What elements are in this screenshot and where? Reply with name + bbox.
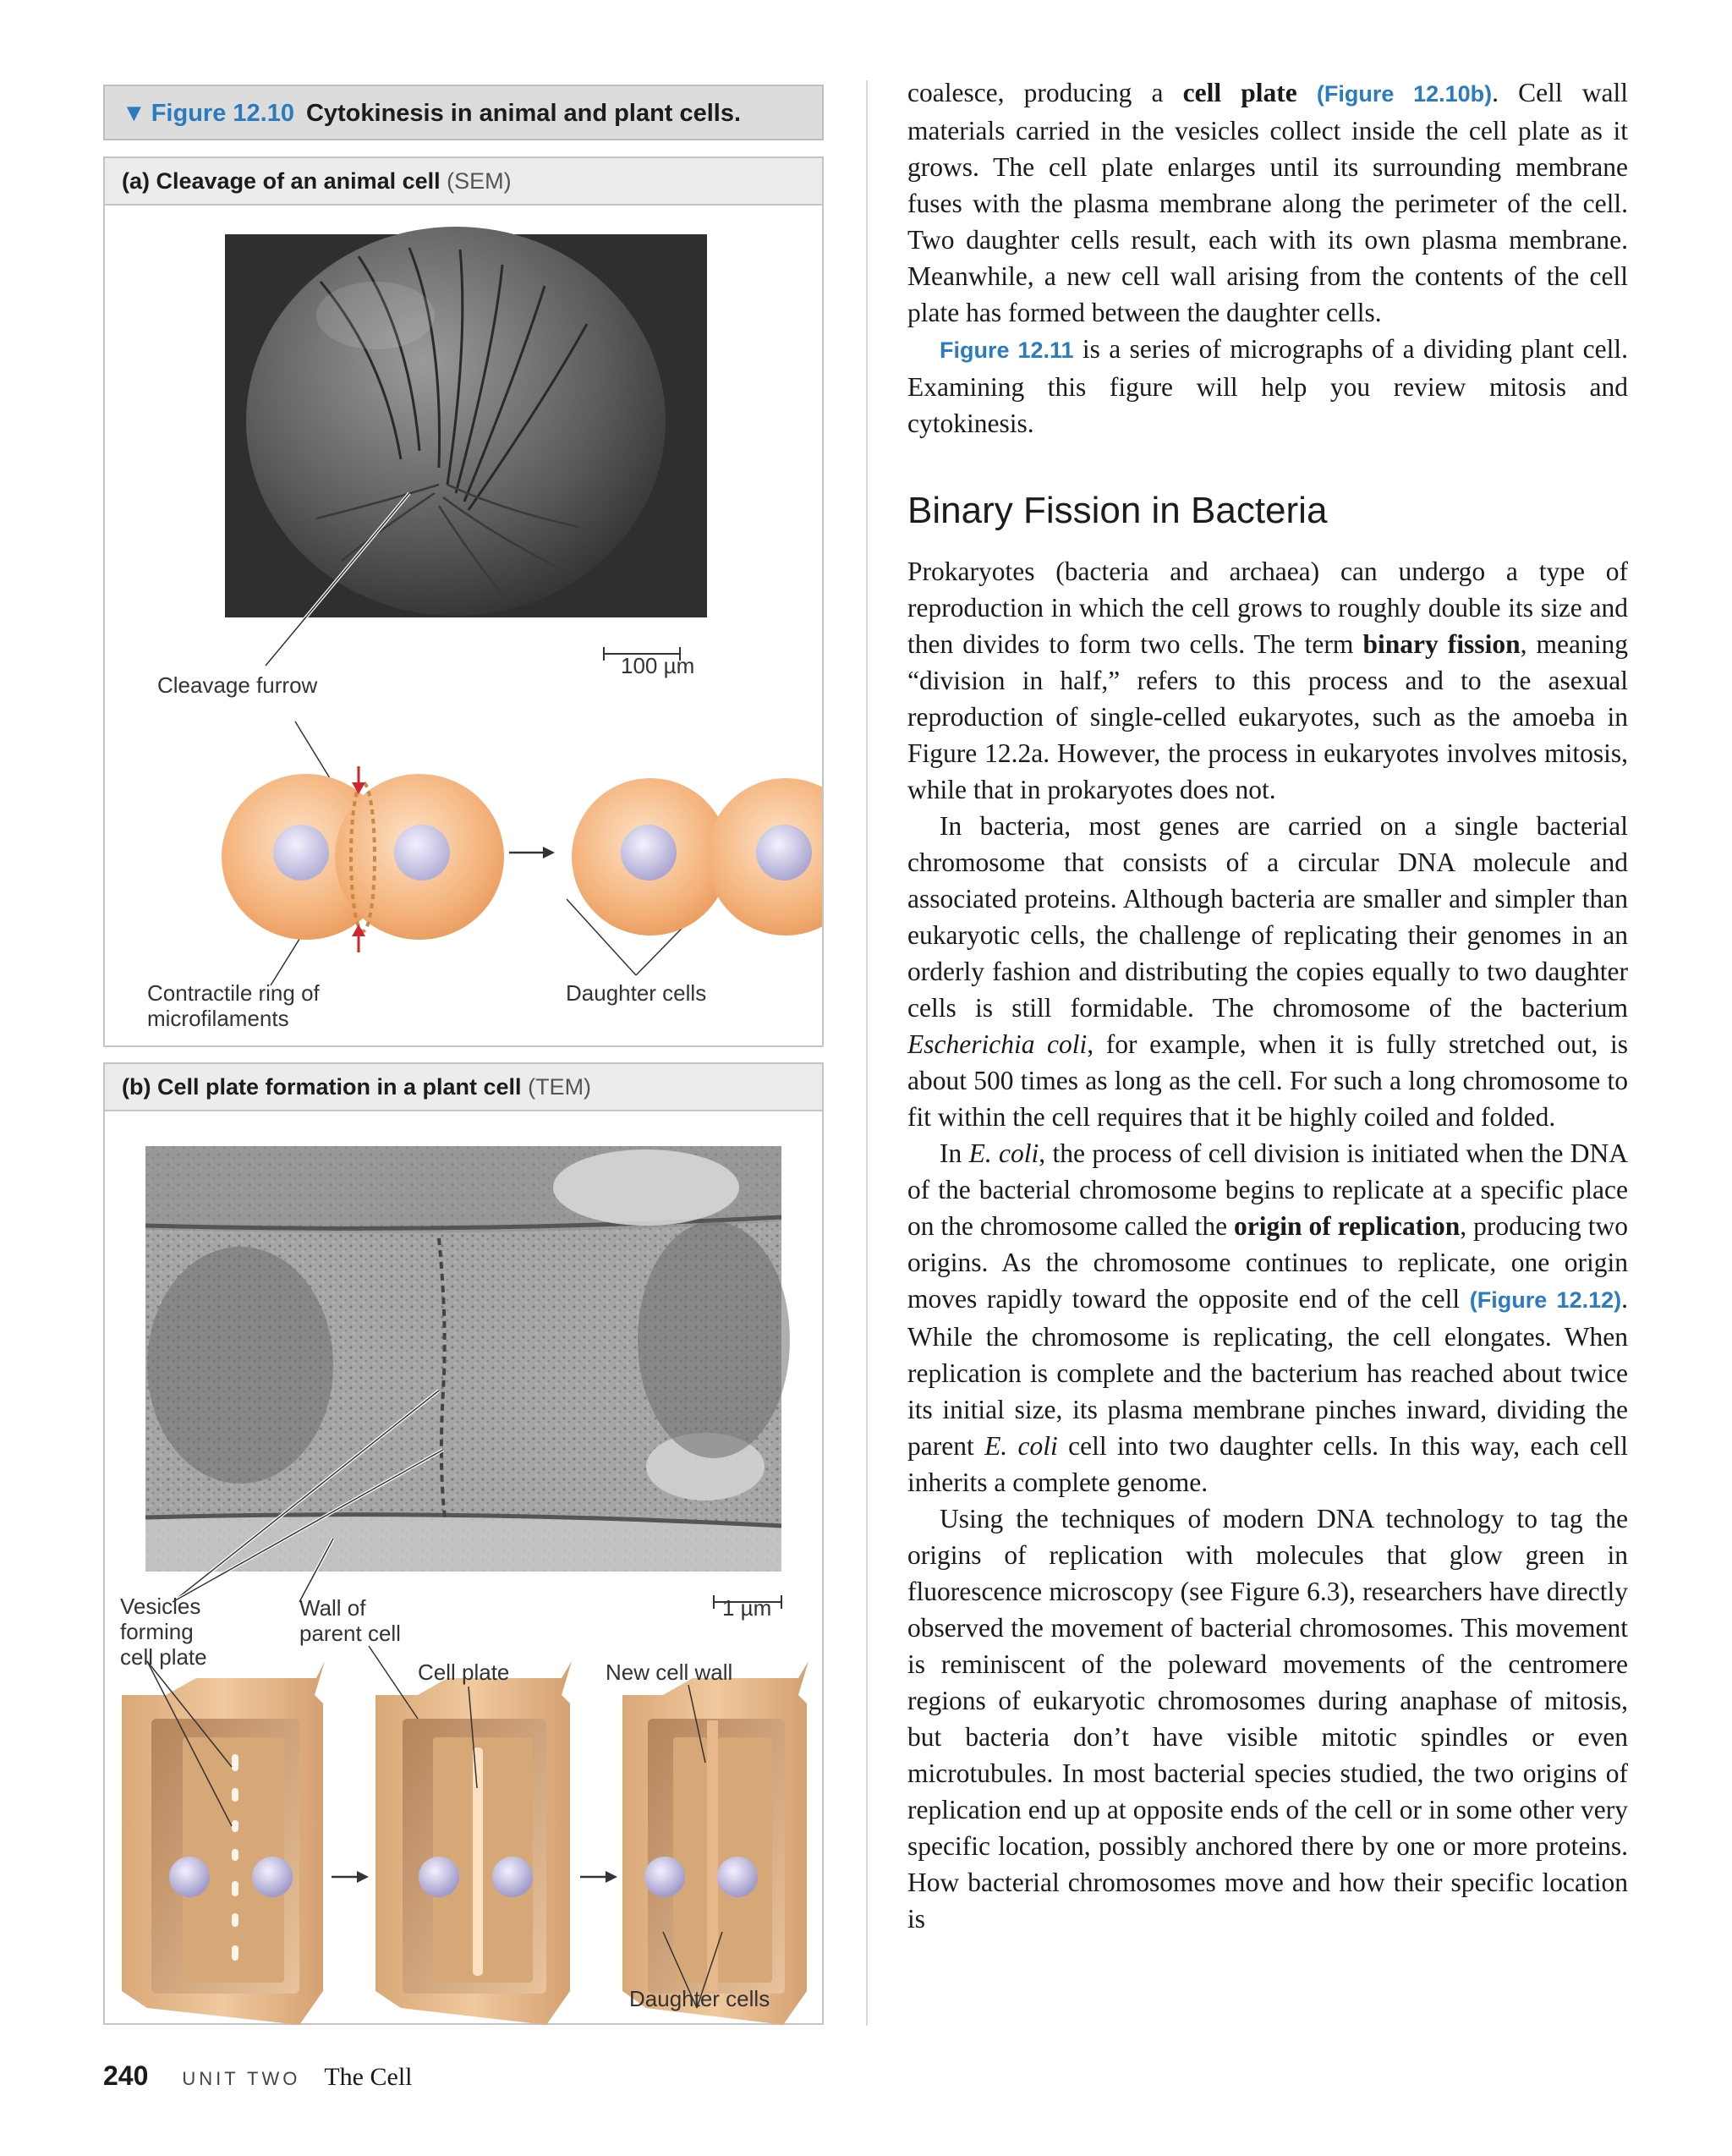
dividing-animal-cell <box>222 766 504 952</box>
panel-b-method: (TEM) <box>528 1074 592 1100</box>
panel-b <box>103 1062 824 2025</box>
parent-wall-label-line2: parent cell <box>299 1621 401 1646</box>
paragraph-2: Figure 12.11 is a series of micrographs of a dividing plant cell. Examining this figure will help you review mitosis and cytokinesis. <box>907 334 1628 438</box>
panel-a-header <box>105 158 822 206</box>
paragraph-4: In bacteria, most genes are carried on a single bacterial chromosome that consists of a circular DNA molecule and associated proteins. Although bacteria are smaller and simpler than eukaryotic cells, the challenge of replicating their genomes in an orderly fashion and distributing the copies equally to two daughter cells is still formidable. The chromosome of the bacterium Escherichia coli, for example, when it is fully stretched out, is about 500 times as long as the cell. For such a long chromosome to fit within the cell requires that it be highly coiled and folded. <box>907 811 1628 1132</box>
paragraph-1: coalesce, producing a cell plate (Figure 12.10b). Cell wall materials carried in the vesicles collect inside the cell plate as it grows. The cell plate enlarges until its surrounding membrane fuses with the plasma membrane along the perimeter of the cell. Two daughter cells result, each with its own plasma membrane. Meanwhile, a new cell wall arising from the contents of the cell plate has formed between the daughter cells. <box>907 78 1628 327</box>
section-heading: Binary Fission in Bacteria <box>907 490 1328 531</box>
figure-title <box>122 100 741 128</box>
contractile-ring-label-line2: microfilaments <box>147 1006 289 1031</box>
paragraph-5: In E. coli, the process of cell division is initiated when the DNA of the bacterial chromosome begins to replicate at a specific place on the chromosome called the origin of replication, producing two origins. As the chromosome continues to replicate, one origin moves rapidly toward the opposite end of the cell (Figure 12.12). While the chromosome is replicating, the cell elongates. When replication is complete and the bacterium has reached about twice its initial size, its plasma membrane pinches inward, dividing the parent E. coli cell into two daughter cells. In this way, each cell inherits a complete genome. <box>907 1138 1628 1497</box>
term-origin-of-replication: origin of replication <box>1234 1211 1461 1241</box>
panel-a-method: (SEM) <box>447 168 512 194</box>
tem-micrograph <box>145 1146 790 1572</box>
panel-b-label: (b) Cell plate formation in a plant cell <box>122 1074 522 1100</box>
scale-bar-b-label: 1 µm <box>722 1595 772 1621</box>
panel-a-illustration <box>105 206 822 1047</box>
sem-micrograph <box>225 227 707 617</box>
panel-a-label: (a) Cleavage of an animal cell <box>122 168 441 194</box>
new-cell-wall-label: New cell wall <box>606 1660 733 1685</box>
chapter-label: The Cell <box>324 2063 413 2091</box>
vesicles-label-line3: cell plate <box>120 1644 207 1670</box>
figure-ref-12-12[interactable]: (Figure 12.12) <box>1469 1287 1622 1313</box>
term-cell-plate: cell plate <box>1182 78 1297 107</box>
body-text-column <box>907 74 1628 1937</box>
scale-bar-a-label: 100 µm <box>621 653 695 678</box>
daughter-animal-cells <box>572 778 822 935</box>
figure-ref-12-11[interactable]: Figure 12.11 <box>940 337 1074 363</box>
page-number: 240 <box>103 2060 149 2091</box>
parent-wall-label-line1: Wall of <box>299 1595 366 1621</box>
contractile-ring-label-line1: Contractile ring of <box>147 980 320 1006</box>
daughter-cells-label-a: Daughter cells <box>566 980 707 1006</box>
page-footer <box>103 2060 413 2092</box>
daughter-cells-label-b: Daughter cells <box>629 1986 770 2011</box>
figure-title-text: Cytokinesis in animal and plant cells. <box>305 100 742 127</box>
arrow-icon <box>580 1871 617 1883</box>
arrow-icon <box>509 847 555 859</box>
arrow-icon <box>332 1871 369 1883</box>
unit-label: UNIT TWO <box>182 2068 301 2089</box>
figure-number: Figure 12.10 <box>151 100 294 127</box>
plant-cell-2 <box>375 1661 572 2025</box>
panel-b-illustration <box>105 1111 822 2025</box>
vesicles-label-line2: forming <box>120 1619 194 1644</box>
figure-triangle-icon: ▼ <box>122 100 146 127</box>
panel-b-header <box>105 1064 822 1111</box>
plant-cell-1 <box>122 1661 325 2025</box>
plant-cell-3 <box>622 1661 808 2025</box>
column-divider <box>866 80 868 2026</box>
paragraph-3: Prokaryotes (bacteria and archaea) can undergo a type of reproduction in which the cell grows to roughly double its size and then divides to form two cells. The term binary fission, meaning “division in half,” refers to this process and to the asexual reproduction of single-celled eukaryotes, such as the amoeba in Figure 12.2a. However, the process in eukaryotes involves mitosis, while that in prokaryotes does not. <box>907 557 1629 804</box>
figure-ref-12-10b[interactable]: (Figure 12.10b) <box>1316 81 1493 107</box>
figure-title-bar <box>103 85 824 140</box>
panel-a <box>103 156 824 1047</box>
vesicles-label-line1: Vesicles <box>120 1594 201 1619</box>
term-binary-fission: binary fission <box>1362 629 1521 659</box>
cell-plate-label: Cell plate <box>418 1660 510 1685</box>
cleavage-furrow-label: Cleavage furrow <box>157 672 318 698</box>
paragraph-6: Using the techniques of modern DNA technology to tag the origins of replication with molecules that glow green in fluorescence microscopy (see Figure 6.3), researchers have directly observed the movement of bacterial chromosomes. This movement is reminiscent of the poleward movements of the centromere regions of eukaryotic chromosomes during anaphase of mitosis, but bacteria don’t have visible mitotic spindles or even microtubules. In most bacterial species studied, the two origins of replication end up at opposite ends of the cell or in some other very specific location, possibly anchored there by one or more proteins. How bacterial chromosomes move and how their specific location is <box>907 1504 1628 1934</box>
